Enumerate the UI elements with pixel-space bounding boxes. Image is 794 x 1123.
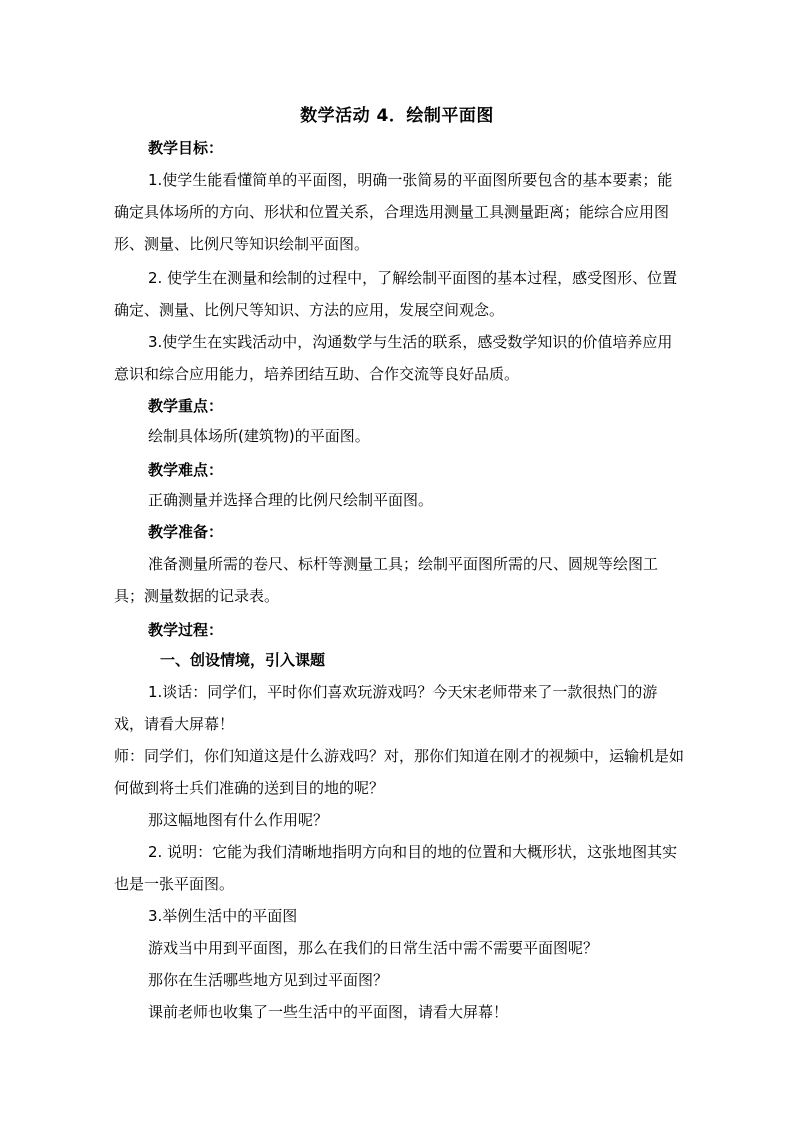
paragraph-6: 游戏当中用到平面图，那么在我们的日常生活中需不需要平面图呢？ [148, 939, 599, 957]
paragraph-7: 那你在生活哪些地方见到过平面图？ [148, 971, 389, 989]
section-1-heading: 一、创设情境，引入课题 [160, 651, 326, 669]
document-title: 数学活动 4．绘制平面图 [300, 106, 494, 126]
key-points-text: 绘制具体场所(建筑物)的平面图。 [148, 427, 370, 445]
paragraph-1: 1.谈话：同学们，平时你们喜欢玩游戏吗？今天宋老师带来了一款很热门的游戏，请看大屏幕！ [114, 683, 658, 733]
paragraph-5: 3.举例生活中的平面图 [148, 907, 298, 925]
preparation-heading: 教学准备： [148, 523, 224, 541]
objective-1: 1.使学生能看懂简单的平面图，明确一张简易的平面图所要包含的基本要素；能确定具体场所的方向、形状和位置关系，合理选用测量工具测量距离；能综合应用图形、测量、比例尺等知识绘制平面图。 [114, 171, 673, 253]
objective-2: 2. 使学生在测量和绘制的过程中，了解绘制平面图的基本过程，感受图形、位置确定、测量、比例尺等知识、方法的应用，发展空间观念。 [114, 269, 678, 319]
difficulty-text: 正确测量并选择合理的比例尺绘制平面图。 [148, 491, 434, 509]
paragraph-8: 课前老师也收集了一些生活中的平面图，请看大屏幕！ [148, 1003, 509, 1021]
objectives-heading: 教学目标： [148, 139, 224, 157]
objective-3: 3.使学生在实践活动中，沟通数学与生活的联系，感受数学知识的价值培养应用意识和综合应用能力，培养团结互助、合作交流等良好品质。 [114, 333, 673, 383]
paragraph-3: 那这幅地图有什么作用呢？ [148, 811, 329, 829]
difficulty-heading: 教学难点： [148, 461, 224, 479]
paragraph-2: 师：同学们，你们知道这是什么游戏吗？对，那你们知道在刚才的视频中，运输机是如何做到将士兵们准确的送到目的地的呢？ [114, 747, 685, 797]
paragraph-4: 2. 说明：它能为我们清晰地指明方向和目的地的位置和大概形状，这张地图其实也是一张平面图。 [114, 843, 678, 893]
preparation-text: 准备测量所需的卷尺、标杆等测量工具；绘制平面图所需的尺、圆规等绘图工具；测量数据的记录表。 [114, 555, 659, 605]
process-heading: 教学过程： [148, 621, 224, 639]
key-points-heading: 教学重点： [148, 397, 224, 415]
